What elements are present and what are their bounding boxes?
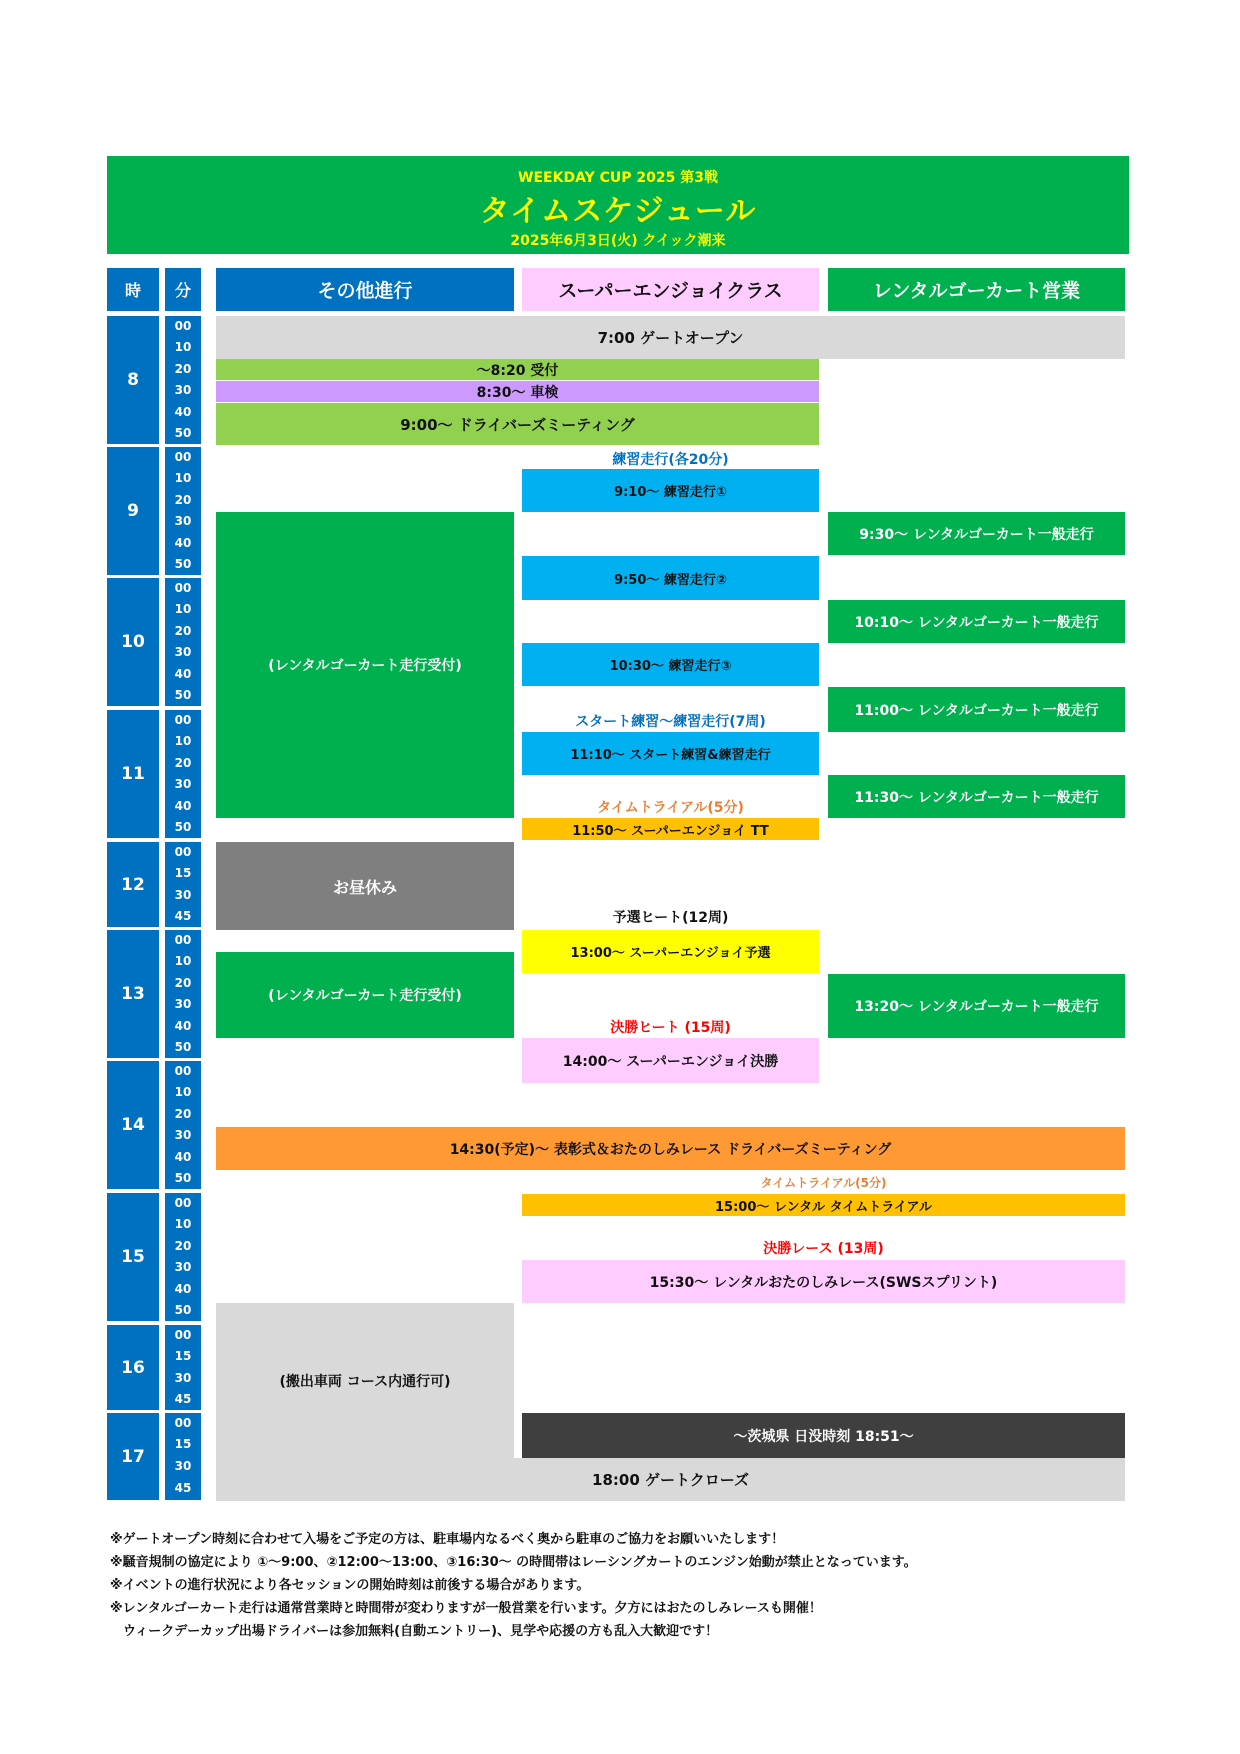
minute-block: [165, 1413, 201, 1500]
minute-label: 50: [174, 426, 192, 440]
minute-label: 20: [174, 362, 192, 376]
hour-cell: 16: [107, 1325, 159, 1410]
minute-label: 30: [174, 1459, 192, 1473]
practice-3-block: 10:30～ 練習走行③: [522, 643, 819, 686]
minute-block: [165, 578, 201, 706]
reception-block: ～8:20 受付: [216, 359, 819, 380]
hour-cell: 8: [107, 316, 159, 444]
minute-label: 40: [174, 405, 192, 419]
minute-label: 50: [174, 1040, 192, 1054]
minute-label: 30: [174, 514, 192, 528]
start-practice-label: スタート練習～練習走行(7周): [575, 714, 766, 730]
minute-label: 10: [174, 1085, 192, 1099]
enjoy-column-header: スーパーエンジョイクラス: [522, 268, 819, 311]
hour-cell: 17: [107, 1413, 159, 1500]
rental-run-block: 11:00～ レンタルゴーカート一般走行: [828, 687, 1125, 732]
minute-label: 45: [174, 1392, 192, 1406]
minute-label: 40: [174, 667, 192, 681]
minute-label: 40: [174, 799, 192, 813]
minute-label: 10: [174, 340, 192, 354]
minute-label: 10: [174, 954, 192, 968]
minute-label: 40: [174, 1019, 192, 1033]
minute-label: 00: [174, 1064, 192, 1078]
minute-label: 00: [174, 450, 192, 464]
start-practice-block: 11:10～ スタート練習&練習走行: [522, 732, 819, 775]
hour-cell: 15: [107, 1193, 159, 1321]
minute-label: 45: [174, 909, 192, 923]
rental-run-block: 9:30～ レンタルゴーカート一般走行: [828, 512, 1125, 555]
time-trial-label: タイムトライアル(5分): [597, 799, 744, 816]
heat-block: 13:00～ スーパーエンジョイ予選: [522, 930, 819, 973]
minute-block: [165, 842, 201, 927]
minute-label: 50: [174, 820, 192, 834]
minute-label: 00: [174, 713, 192, 727]
minute-label: 30: [174, 1128, 192, 1142]
other-column-header: その他進行: [216, 268, 514, 311]
rental-reception-block-2: (レンタルゴーカート走行受付): [216, 952, 514, 1038]
minute-label: 50: [174, 557, 192, 571]
page-title: タイムスケジュール: [479, 194, 757, 229]
sunset-block: ～茨城県 日没時刻 18:51～: [522, 1413, 1125, 1458]
minute-label: 30: [174, 1260, 192, 1274]
rental-run-block: 13:20～ レンタルゴーカート一般走行: [828, 974, 1125, 1038]
minute-label: 00: [174, 845, 192, 859]
minute-label: 30: [174, 777, 192, 791]
rental-final-block: 15:30～ レンタルおたのしみレース(SWSスプリント): [522, 1260, 1125, 1303]
minute-block: [165, 710, 201, 838]
minute-label: 40: [174, 1150, 192, 1164]
final-label: 決勝ヒート (15周): [610, 1020, 731, 1036]
minute-label: 20: [174, 756, 192, 770]
minute-column-header: 分: [165, 268, 201, 311]
minute-label: 00: [174, 581, 192, 595]
minute-block: [165, 1193, 201, 1321]
event-date-venue: 2025年6月3日(火) クイック潮来: [510, 233, 726, 249]
minute-label: 30: [174, 383, 192, 397]
minute-label: 40: [174, 1282, 192, 1296]
rental-time-trial-block: 15:00～ レンタル タイムトライアル: [522, 1194, 1125, 1216]
minute-label: 20: [174, 624, 192, 638]
minute-label: 50: [174, 688, 192, 702]
schedule-header: [107, 156, 1129, 254]
minute-label: 30: [174, 888, 192, 902]
rental-run-block: 10:10～ レンタルゴーカート一般走行: [828, 600, 1125, 643]
minute-label: 10: [174, 734, 192, 748]
practice-1-block: 9:10～ 練習走行①: [522, 469, 819, 512]
minute-label: 15: [174, 1349, 192, 1363]
minute-label: 30: [174, 645, 192, 659]
minute-label: 20: [174, 493, 192, 507]
minute-label: 15: [174, 866, 192, 880]
event-name: WEEKDAY CUP 2025 第3戦: [518, 170, 718, 186]
hour-cell: 9: [107, 447, 159, 575]
minute-label: 30: [174, 1371, 192, 1385]
minute-label: 10: [174, 471, 192, 485]
minute-label: 50: [174, 1171, 192, 1185]
note-line: ウィークデーカップ出場ドライバーは参加無料(自動エントリー)、見学や応援の方も乱入大歓迎です！: [110, 1624, 719, 1639]
minute-label: 30: [174, 997, 192, 1011]
practice-label: 練習走行(各20分): [612, 451, 729, 468]
minute-label: 45: [174, 1481, 192, 1495]
minute-label: 00: [174, 1328, 192, 1342]
gate-close-block: 18:00 ゲートクローズ: [216, 1458, 1125, 1501]
hour-cell: 12: [107, 842, 159, 927]
minute-label: 20: [174, 1107, 192, 1121]
minute-block: [165, 930, 201, 1058]
drivers-meeting-block: 9:00～ ドライバーズミーティング: [216, 403, 819, 445]
hour-cell: 11: [107, 710, 159, 838]
note-line: ※騒音規制の協定により ①～9:00、②12:00～13:00、③16:30～ の時間帯はレーシングカートのエンジン始動が禁止となっています。: [110, 1555, 917, 1570]
minute-block: [165, 447, 201, 575]
notes-section: [110, 1528, 1120, 1643]
heat-label: 予選ヒート(12周): [612, 910, 729, 926]
minute-label: 10: [174, 1217, 192, 1231]
minute-label: 50: [174, 1303, 192, 1317]
hour-column-header: 時: [107, 268, 159, 311]
hour-cell: 10: [107, 578, 159, 706]
inspection-block: 8:30～ 車検: [216, 381, 819, 402]
unloading-block: (搬出車両 コース内通行可): [216, 1303, 514, 1458]
rental-run-block: 11:30～ レンタルゴーカート一般走行: [828, 775, 1125, 818]
minute-label: 20: [174, 1239, 192, 1253]
minute-block: [165, 316, 201, 444]
hour-cell: 13: [107, 930, 159, 1058]
gate-open-block: 7:00 ゲートオープン: [216, 316, 1125, 359]
ceremony-block: 14:30(予定)～ 表彰式＆おたのしみレース ドライバーズミーティング: [216, 1127, 1125, 1170]
minute-label: 00: [174, 933, 192, 947]
minute-block: [165, 1325, 201, 1410]
hour-cell: 14: [107, 1061, 159, 1189]
minute-label: 00: [174, 1196, 192, 1210]
practice-2-block: 9:50～ 練習走行②: [522, 556, 819, 600]
final-block: 14:00～ スーパーエンジョイ決勝: [522, 1038, 819, 1083]
minute-label: 40: [174, 536, 192, 550]
note-line: ※レンタルゴーカート走行は通常営業時と時間帯が変わりますが一般営業を行います。夕方にはおたのしみレースも開催！: [110, 1601, 822, 1616]
rental-time-trial-label: タイムトライアル(5分): [760, 1175, 887, 1190]
rental-reception-block: (レンタルゴーカート走行受付): [216, 512, 514, 818]
minute-label: 10: [174, 602, 192, 616]
note-line: ※ゲートオープン時刻に合わせて入場をご予定の方は、駐車場内なるべく奥から駐車のご協力をお願いいたします！: [110, 1532, 785, 1547]
minute-label: 00: [174, 1416, 192, 1430]
rental-final-label: 決勝レース (13周): [763, 1241, 884, 1257]
minute-label: 20: [174, 976, 192, 990]
time-trial-block: 11:50～ スーパーエンジョイ TT: [522, 818, 819, 840]
note-line: ※イベントの進行状況により各セッションの開始時刻は前後する場合があります。: [110, 1578, 590, 1593]
lunch-break-block: お昼休み: [216, 842, 514, 930]
rental-column-header: レンタルゴーカート営業: [828, 268, 1125, 311]
minute-label: 00: [174, 319, 192, 333]
minute-label: 15: [174, 1437, 192, 1451]
minute-block: [165, 1061, 201, 1189]
